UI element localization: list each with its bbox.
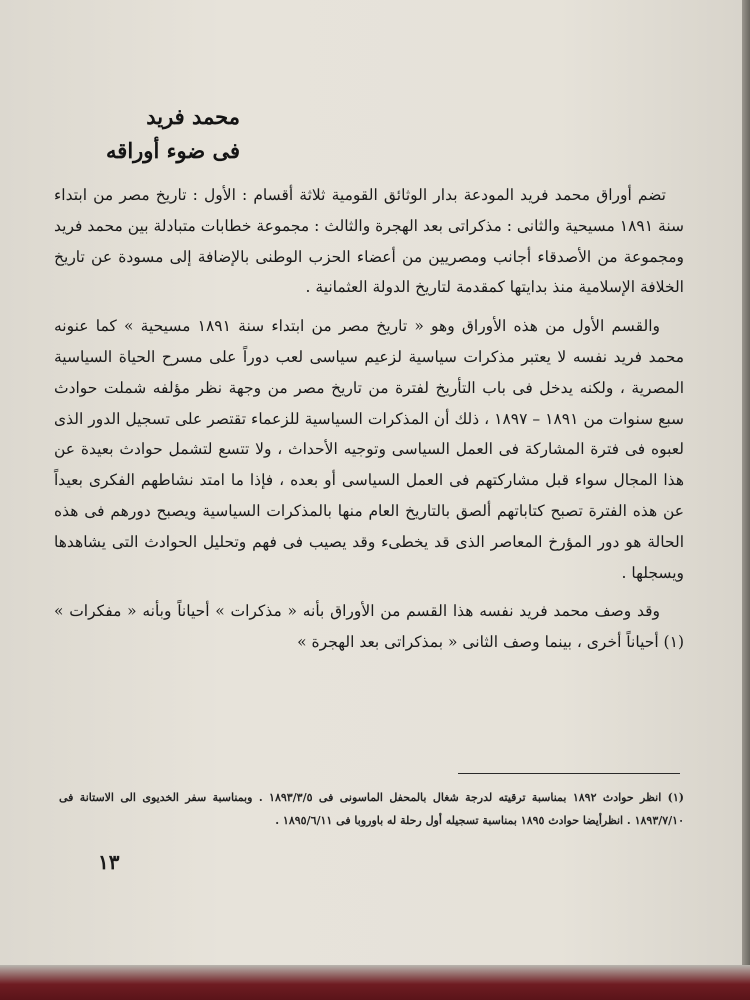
book-cover-edge: [0, 965, 750, 1000]
footnote: (١) انظر حوادث ١٨٩٢ بمناسبة ترقيته لدرجة شغال بالمحفل الماسونى فى ١٨٩٣/٣/٥ . وبمناسبة سفر الخديوى الى الاستانة فى ١٨٩٣/٧/١٠ . انظرأيضا حوادث ١٨٩٥ بمناسبة تسجيله أول رحلة له باوروبا فى ١٨٩٥/٦/١١ .: [59, 791, 684, 827]
page-right-edge: [742, 0, 750, 965]
title-line-1: محمد فريد: [146, 104, 240, 129]
title-line-2: فى ضوء أوراقه: [106, 138, 240, 163]
body-text: [54, 180, 684, 666]
page-number: ١٣: [98, 850, 120, 874]
page-title: [106, 100, 240, 168]
paragraph-1: تضم أوراق محمد فريد المودعة بدار الوثائق القومية ثلاثة أقسام : الأول : تاريخ مصر من ابتداء سنة ١٨٩١ مسيحية والثانى : مذكراتى بعد الهجرة والثالث : مجموعة خطابات متبادلة بين محمد فريد ومجموعة من الأصدقاء أجانب ومصريين من أعضاء الحزب الوطنى بالإضافة إلى مسودة عن تاريخ الخلافة الإسلامية منذ بدايتها كمقدمة لتاريخ الدولة العثمانية .: [54, 186, 684, 297]
footnote-divider: [458, 773, 680, 774]
paragraph-2: والقسم الأول من هذه الأوراق وهو « تاريخ مصر من ابتداء سنة ١٨٩١ مسيحية » كما عنونه محمد فريد نفسه لا يعتبر مذكرات سياسية لزعيم سياسى لعب دوراً على مسرح الحياة السياسية المصرية ، ولكنه يدخل فى باب التأريخ لفترة من تاريخ مصر من وجهة نظر مؤلفه شملت حوادث سبع سنوات من ١٨٩١ – ١٨٩٧ ، ذلك أن المذكرات السياسية للزعماء تقتصر على تسجيل الدور الذى لعبوه فى فترة المشاركة فى العمل السياسى وتوجيه الأحداث ، ولا تتسع لتشمل حوادث بعيدة عن هذا المجال سواء قبل مشاركتهم فى العمل السياسى أو بعده ، فإذا ما امتد نشاطهم الفكرى بعيداً عن هذه الفترة تصبح كتاباتهم ألصق بالتاريخ العام منها بالمذكرات السياسية ويصبح دورهم فى هذه الحالة هو دور المؤرخ المعاصر الذى قد يخطىء وقد يصيب فى فهم وتحليل الحوادث التى يشاهدها ويسجلها .: [54, 317, 684, 582]
paragraph-3: وقد وصف محمد فريد نفسه هذا القسم من الأوراق بأنه « مذكرات » أحياناً وبأنه « مفكرات » (١) أحياناً أخرى ، بينما وصف الثانى « بمذكراتى بعد الهجرة »: [54, 602, 684, 652]
